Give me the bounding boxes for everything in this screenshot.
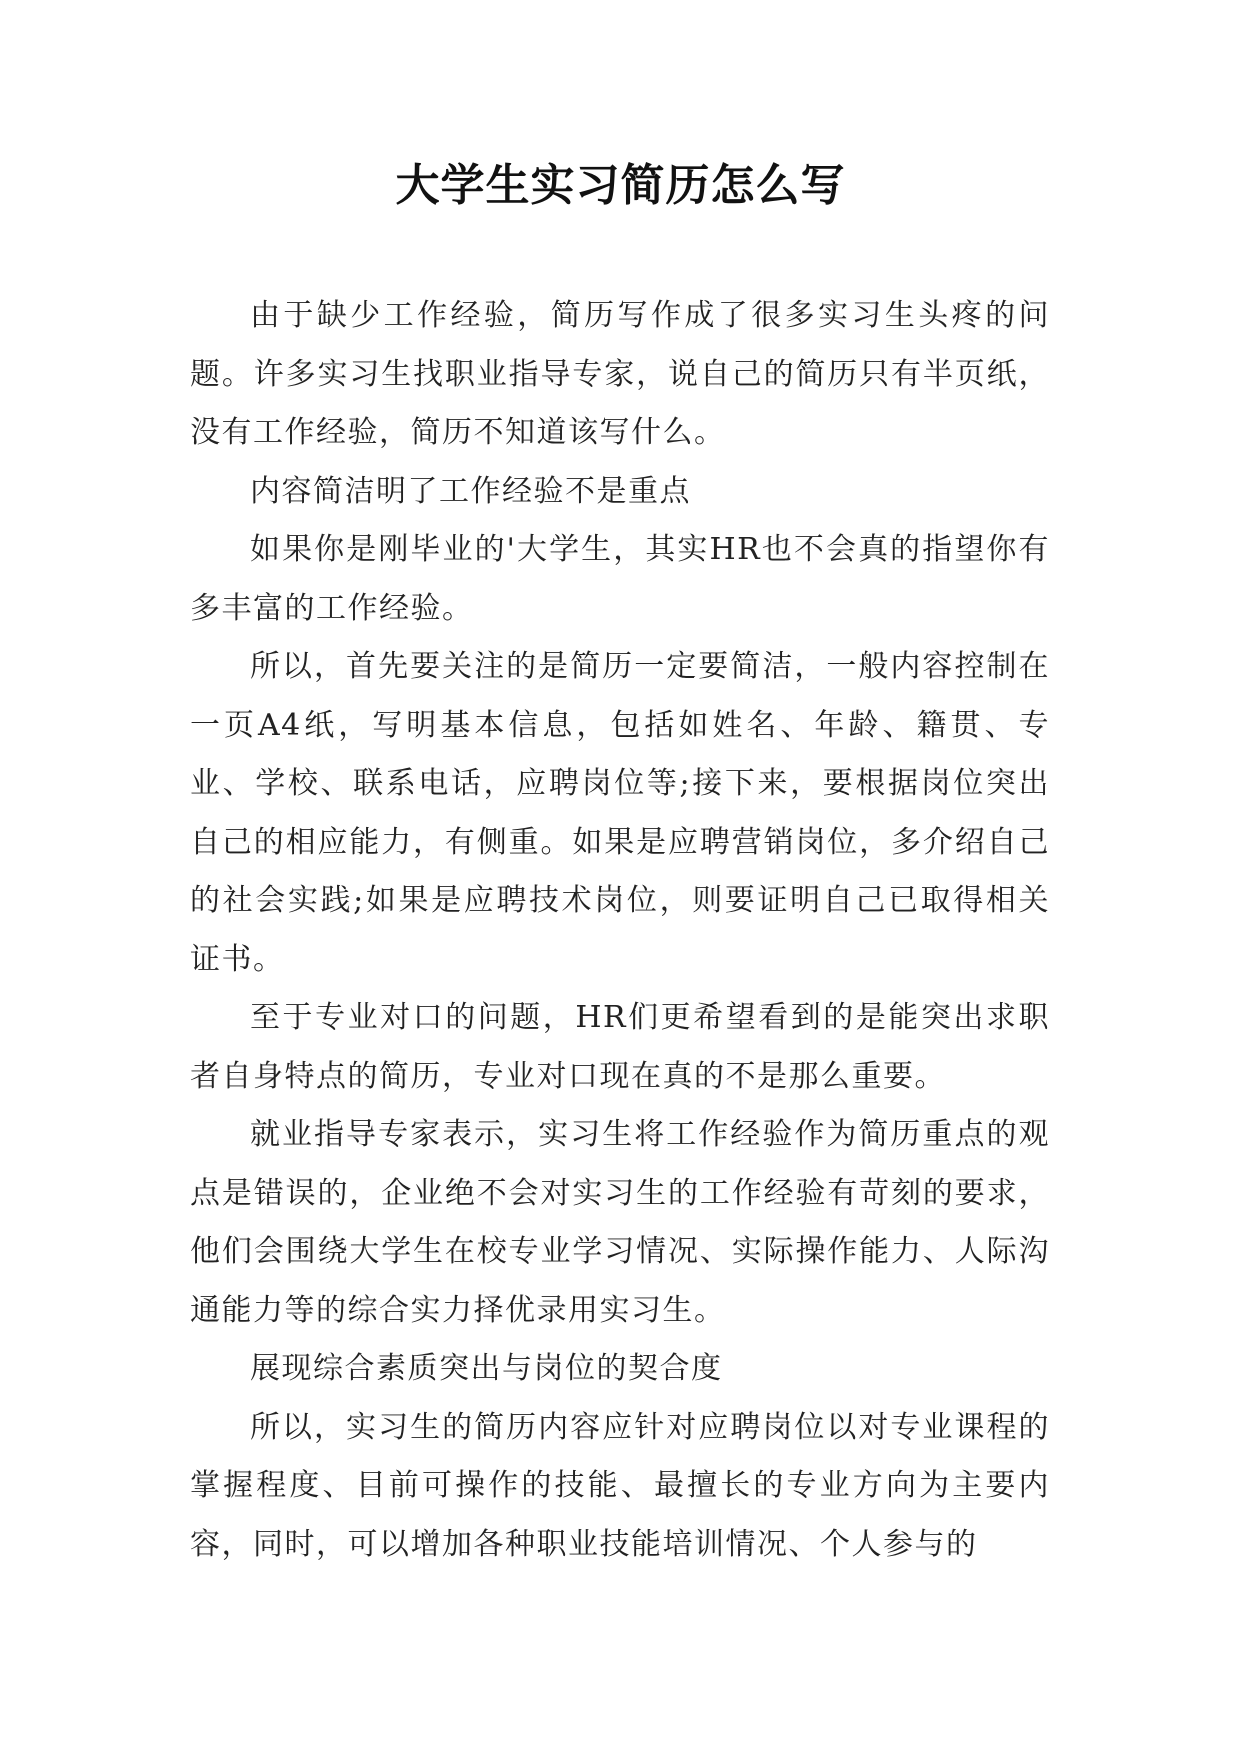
paragraph-graduate: 如果你是刚毕业的'大学生，其实HR也不会真的指望你有多丰富的工作经验。 bbox=[190, 532, 1050, 626]
paragraph-major-match: 至于专业对口的问题，HR们更希望看到的是能突出求职者自身特点的简历，专业对口现在真的不是那么重要。 bbox=[190, 1000, 1050, 1094]
paragraph-concise-resume: 所以，首先要关注的是简历一定要简洁，一般内容控制在一页A4纸，写明基本信息，包括如姓名、年龄、籍贯、专业、学校、联系电话，应聘岗位等;接下来，要根据岗位突出自己的相应能力，有侧重。如果是应聘营销岗位，多介绍自己的社会实践;如果是应聘技术岗位，则要证明自己已取得相关证书。 bbox=[190, 649, 1050, 977]
section-heading-concise: 内容简洁明了工作经验不是重点 bbox=[250, 473, 691, 509]
document-title: 大学生实习简历怎么写 bbox=[395, 160, 846, 211]
paragraph-expert-view: 就业指导专家表示，实习生将工作经验作为简历重点的观点是错误的，企业绝不会对实习生的工作经验有苛刻的要求，他们会围绕大学生在校专业学习情况、实际操作能力、人际沟通能力等的综合实力择优录用实习生。 bbox=[190, 1117, 1050, 1328]
section-heading-qualities: 展现综合素质突出与岗位的契合度 bbox=[250, 1351, 723, 1386]
paragraph-intro: 由于缺少工作经验，简历写作成了很多实习生头疼的问题。许多实习生找职业指导专家，说自己的简历只有半页纸，没有工作经验，简历不知道该写什么。 bbox=[190, 298, 1050, 450]
document-body bbox=[190, 287, 1050, 1574]
paragraph-resume-content: 所以，实习生的简历内容应针对应聘岗位以对专业课程的掌握程度、目前可操作的技能、最擅长的专业方向为主要内容，同时，可以增加各种职业技能培训情况、个人参与的 bbox=[190, 1409, 1050, 1562]
